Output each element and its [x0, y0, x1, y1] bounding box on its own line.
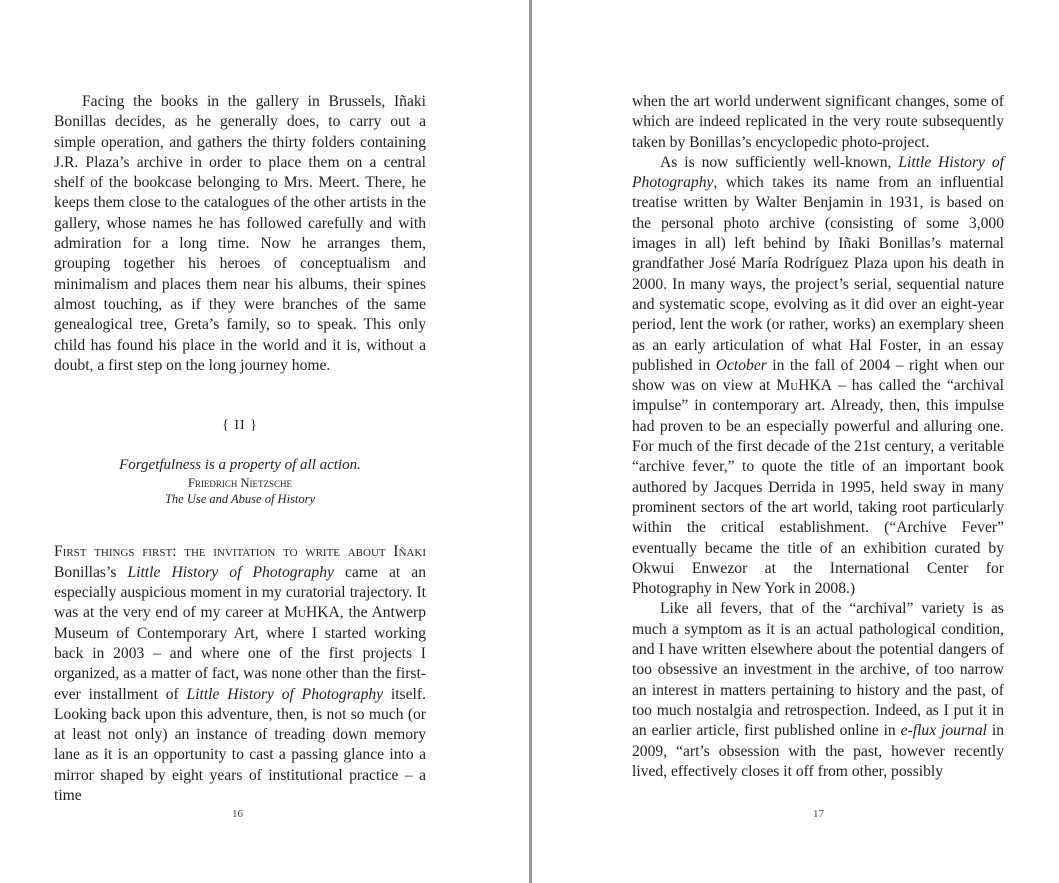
page-number: 17	[813, 808, 824, 820]
text-run: , which takes its name from an influential treatise written by Walter Benjamin in 1931, is based on the personal photo archive (consisting of some 3,000 images in all) left behind by Iñaki Bonillas’s maternal grandfather José María Rodríguez Plaza upon his death in 2000. In many ways, the project’s serial, sequential nature and systematic scope, evolving as it did over an eight-year period, lent the work (or rather, works) an exemplary sheen as an early articulation of what Hal Foster, in an essay published in	[632, 174, 1004, 374]
text-run: itself. Looking back upon this adventure, then, is not so much (or at least not only) an instance of treading down memory lane as it is an opportunity to cast a passing glance into a mirror shaped by eight years of institutional practice – a time	[54, 685, 426, 805]
paragraph: Facing the books in the gallery in Brussels, Iñaki Bonillas decides, as he generally does, to carry out a simple operation, and gathers the thirty folders containing J.R. Plaza’s archive in order to place them on a central shelf of the bookcase belonging to Mrs. Meert. There, he keeps them close to the catalogues of the other artists in the gallery, whose names he has followed carefully and with admiration for a long time. Now he arranges them, grouping together his heroes of conceptualism and minimalism and places them near his albums, their spines almost touching, as if they were branches of the same genealogical tree, Greta’s family, so to speak. This only child has found his place in the world and it is, without a doubt, a first step on the long journey home.	[54, 93, 426, 374]
page-number: 16	[232, 808, 243, 820]
paragraph: when the art world underwent significant changes, some of which are indeed replicated in the very route subsequently taken by Bonillas’s encyclopedic photo-project.	[632, 93, 1004, 151]
right-text-column	[632, 92, 1004, 782]
work-title: Little History of Photography	[127, 563, 334, 581]
paragraph	[54, 542, 426, 806]
work-title: Little History of Photography	[186, 685, 384, 703]
text-run: in the fall of 2004 – right when our show was on view at	[632, 356, 1004, 395]
journal-title: October	[715, 356, 767, 374]
paragraph	[632, 599, 1004, 782]
text-run: Like all fevers, that of the “archival” variety is as much a symptom as it is an actual pathological condition, and I have written elsewhere about the potential dangers of too obsessive an investment in the archive, of too narrow an interest in matters pertaining to history and the past, of too much nostalgia and retrospection. Indeed, as I put it in an earlier article, first published online in	[632, 600, 1004, 740]
left-text-column	[54, 92, 426, 806]
museum-name: MuHKA	[284, 604, 340, 622]
journal-title: e-flux journal	[900, 722, 987, 740]
lead-in-small-caps: First things first: the invitation to write about Iñaki	[54, 543, 426, 561]
paragraph	[632, 153, 1004, 600]
text-run: came at an especially auspicious moment in my curatorial trajectory. It was at the very end of my career at	[54, 563, 426, 622]
text-run: Bonillas’s	[54, 563, 128, 581]
text-run: – has called the “archival impulse” in contemporary art. Already, then, this impulse had proven to be an especially powerful and alluring one. For much of the first decade of the 21st century, a veritable “archive fever,” to quote the title of an important book authored by Jacques Derrida in 1995, held sway in many prominent sectors of the art world, taking root particularly within the critical establishment. (“Archive Fever” eventually became the title of an exhibition curated by Okwui Enwezor at the International Center for Photography in New York in 2008.)	[632, 377, 1004, 598]
work-title: Little History of Photography	[632, 153, 1004, 192]
left-page	[0, 0, 529, 883]
right-page	[532, 0, 1059, 883]
museum-name: MuHKA	[776, 377, 832, 395]
text-run: in 2009, “art’s obsession with the past, however recently lived, effectively closes it off from other, possibly	[632, 722, 1004, 780]
epigraph	[54, 456, 426, 507]
epigraph-quote: Forgetfulness is a property of all action.	[119, 457, 361, 474]
epigraph-author: Friedrich Nietzsche	[187, 476, 293, 491]
text-run: As is now sufficiently well-known,	[660, 153, 899, 171]
epigraph-source: The Use and Abuse of History	[164, 492, 316, 507]
text-run: , the Antwerp Museum of Contemporary Art, where I started working back in 2003 – and where one of the first projects I organized, as a matter of fact, was none other than the first-ever installment of	[54, 604, 427, 703]
section-number: { II }	[222, 418, 258, 434]
